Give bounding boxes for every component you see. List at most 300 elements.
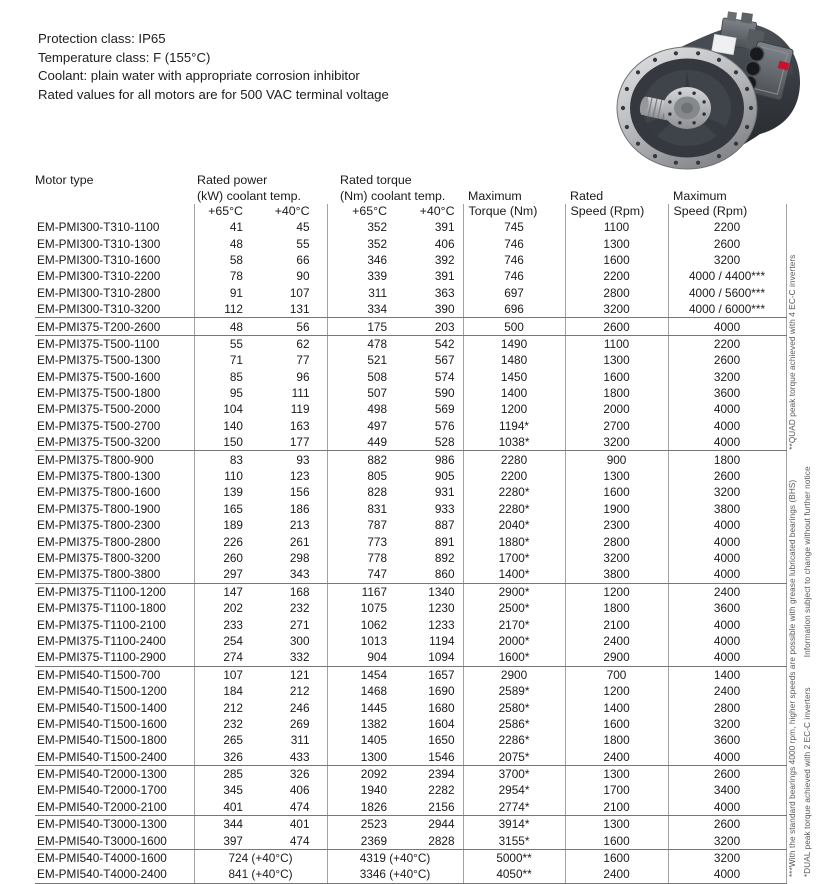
table-row xyxy=(35,566,786,583)
value-cell: 213 xyxy=(260,517,327,533)
power-65c-subheader: +65°C xyxy=(208,204,243,218)
motor-spec-table xyxy=(35,172,787,884)
value-cell: 391 xyxy=(395,219,463,235)
value-cell: 123 xyxy=(260,468,327,484)
table-row xyxy=(35,285,786,301)
value-cell: 339 xyxy=(367,269,388,284)
value-cell: 3200 xyxy=(668,716,786,732)
value-cell: 346 xyxy=(367,252,388,267)
value-cell: 787 xyxy=(367,518,388,533)
table-row xyxy=(35,517,786,533)
value-cell: 1600 xyxy=(565,832,668,849)
value-cell: 3200 xyxy=(668,832,786,849)
value-cell: 900 xyxy=(565,451,668,468)
value-cell: 150 xyxy=(194,434,260,451)
value-cell: 1230 xyxy=(395,600,463,616)
motor-type-cell: EM-PMI375-T500-3200 xyxy=(35,434,194,451)
value-cell: 3346 (+40°C) xyxy=(327,866,463,883)
value-cell: 1546 xyxy=(395,749,463,766)
value-cell: 1800 xyxy=(565,600,668,616)
motor-type-cell: EM-PMI375-T1100-2900 xyxy=(35,649,194,666)
motor-type-cell: EM-PMI300-T310-2200 xyxy=(35,268,194,284)
value-cell: 3600 xyxy=(668,600,786,616)
motor-type-cell: EM-PMI375-T800-1900 xyxy=(35,501,194,517)
value-cell: 507 xyxy=(367,386,388,401)
motor-type-cell: EM-PMI375-T500-1600 xyxy=(35,369,194,385)
value-cell: 90 xyxy=(260,268,327,284)
value-cell: 1826 xyxy=(327,799,395,816)
value-cell: 2075* xyxy=(463,749,565,766)
value-cell: 498 xyxy=(367,402,388,417)
protection-class-line: Protection class: IP65 xyxy=(38,31,166,46)
value-cell: 4000 xyxy=(668,866,786,883)
rated-values-line: Rated values for all motors are for 500 VAC terminal voltage xyxy=(38,86,389,102)
value-cell: 4000 xyxy=(668,799,786,816)
value-cell: 1600 xyxy=(565,484,668,500)
motor-type-cell: EM-PMI375-T500-1100 xyxy=(35,335,194,352)
value-cell: 1450 xyxy=(463,369,565,385)
value-cell: 2600 xyxy=(668,816,786,833)
value-cell: 4000 xyxy=(668,616,786,632)
table-row xyxy=(35,484,786,500)
col-header-max-torque: Maximum xyxy=(468,189,522,203)
value-cell: 2589* xyxy=(463,683,565,699)
table-row xyxy=(35,550,786,566)
value-cell: 140 xyxy=(223,418,243,433)
value-cell: 121 xyxy=(260,666,327,683)
value-cell: 311 xyxy=(260,732,327,748)
value-cell: 1468 xyxy=(360,684,388,699)
value-cell: 261 xyxy=(260,533,327,549)
value-cell: 48 xyxy=(194,318,260,335)
value-cell: 831 xyxy=(367,501,388,516)
value-cell: 576 xyxy=(395,418,463,434)
value-cell: 1800 xyxy=(565,732,668,748)
value-cell: 773 xyxy=(367,534,388,549)
value-cell: 2600 xyxy=(668,765,786,782)
value-cell: 232 xyxy=(260,600,327,616)
value-cell: 2900 xyxy=(565,649,668,666)
value-cell: 112 xyxy=(194,301,260,318)
motor-type-cell: EM-PMI375-T1100-1200 xyxy=(35,583,194,600)
value-cell: 905 xyxy=(395,468,463,484)
value-cell: 3914* xyxy=(463,816,565,833)
motor-type-cell: EM-PMI540-T1500-2400 xyxy=(35,749,194,766)
value-cell: 1340 xyxy=(395,583,463,600)
table-row xyxy=(35,219,786,235)
table-row xyxy=(35,765,786,782)
value-cell: 891 xyxy=(395,533,463,549)
table-row xyxy=(35,600,786,616)
value-cell: 1800 xyxy=(565,385,668,401)
value-cell: 48 xyxy=(229,236,243,251)
temperature-class-line: Temperature class: F (155°C) xyxy=(38,49,211,65)
value-cell: 2282 xyxy=(395,782,463,798)
table-row xyxy=(35,418,786,434)
motor-type-cell: EM-PMI375-T800-2300 xyxy=(35,517,194,533)
table-row xyxy=(35,301,786,318)
value-cell: 1300 xyxy=(565,468,668,484)
value-cell: 904 xyxy=(327,649,395,666)
table-group xyxy=(35,219,786,318)
value-cell: 107 xyxy=(223,667,243,682)
motor-type-cell: EM-PMI375-T800-900 xyxy=(35,451,194,468)
value-cell: 363 xyxy=(395,285,463,301)
table-row xyxy=(35,352,786,368)
value-cell: 746 xyxy=(463,268,565,284)
table-row xyxy=(35,401,786,417)
value-cell: 2800 xyxy=(565,285,668,301)
value-cell: 1200 xyxy=(565,583,668,600)
value-cell: 2580* xyxy=(463,699,565,715)
value-cell: 1480 xyxy=(463,352,565,368)
motor-type-cell: EM-PMI540-T1500-1800 xyxy=(35,732,194,748)
value-cell: 83 xyxy=(229,452,243,467)
value-cell: 55 xyxy=(229,336,243,351)
value-cell: 3600 xyxy=(668,732,786,748)
value-cell: 1690 xyxy=(395,683,463,699)
value-cell: 2774* xyxy=(463,799,565,816)
value-cell: 3600 xyxy=(668,385,786,401)
col-header-max-speed: Maximum xyxy=(673,189,727,203)
value-cell: 2600 xyxy=(668,468,786,484)
value-cell: 168 xyxy=(260,583,327,600)
value-cell: 326 xyxy=(260,765,327,782)
table-group xyxy=(35,451,786,583)
value-cell: 1445 xyxy=(360,700,388,715)
value-cell: 1700 xyxy=(565,782,668,798)
motor-type-cell: EM-PMI540-T3000-1600 xyxy=(35,832,194,849)
value-cell: 1600 xyxy=(565,716,668,732)
motor-type-cell: EM-PMI375-T800-2800 xyxy=(35,533,194,549)
value-cell: 2000* xyxy=(463,633,565,649)
value-cell: 2394 xyxy=(395,765,463,782)
value-cell: 474 xyxy=(260,832,327,849)
value-cell: 1657 xyxy=(395,666,463,683)
table-row xyxy=(35,716,786,732)
value-cell: 805 xyxy=(367,469,388,484)
table-row xyxy=(35,385,786,401)
value-cell: 119 xyxy=(260,401,327,417)
value-cell: 745 xyxy=(463,219,565,235)
value-cell: 271 xyxy=(260,616,327,632)
value-cell: 2600 xyxy=(668,235,786,251)
value-cell: 569 xyxy=(395,401,463,417)
value-cell: 1300 xyxy=(565,235,668,251)
value-cell: 2400 xyxy=(565,633,668,649)
table-group xyxy=(35,335,786,451)
value-cell: 1700* xyxy=(463,550,565,566)
value-cell: 508 xyxy=(367,369,388,384)
value-cell: 352 xyxy=(367,220,388,235)
value-cell: 41 xyxy=(229,220,243,235)
value-cell: 2828 xyxy=(395,832,463,849)
value-cell: 2400 xyxy=(668,583,786,600)
value-cell: 85 xyxy=(229,369,243,384)
value-cell: 2200 xyxy=(668,219,786,235)
table-row xyxy=(35,633,786,649)
value-cell: 186 xyxy=(260,501,327,517)
value-cell: 892 xyxy=(395,550,463,566)
value-cell: 93 xyxy=(260,451,327,468)
motor-type-cell: EM-PMI375-T1100-2100 xyxy=(35,616,194,632)
value-cell: 3200 xyxy=(668,369,786,385)
value-cell: 746 xyxy=(463,252,565,268)
motor-type-cell: EM-PMI375-T800-3200 xyxy=(35,550,194,566)
motor-type-cell: EM-PMI375-T200-2600 xyxy=(35,318,194,335)
value-cell: 71 xyxy=(229,353,243,368)
table-row xyxy=(35,252,786,268)
value-cell: 1013 xyxy=(360,633,388,648)
value-cell: 882 xyxy=(367,452,388,467)
value-cell: 1038* xyxy=(463,434,565,451)
value-cell: 1454 xyxy=(360,667,388,682)
value-cell: 2100 xyxy=(565,616,668,632)
value-cell: 1940 xyxy=(360,783,388,798)
value-cell: 2400 xyxy=(565,749,668,766)
value-cell: 401 xyxy=(260,816,327,833)
table-row xyxy=(35,649,786,666)
motor-type-cell: EM-PMI540-T1500-1400 xyxy=(35,699,194,715)
power-unit-subheader: (kW) coolant temp. xyxy=(197,189,301,203)
value-cell: 147 xyxy=(223,584,243,599)
motor-type-cell: EM-PMI375-T1100-2400 xyxy=(35,633,194,649)
value-cell: 3155* xyxy=(463,832,565,849)
value-cell: 2280* xyxy=(463,484,565,500)
value-cell: 1405 xyxy=(360,733,388,748)
value-cell: 1300 xyxy=(565,352,668,368)
value-cell: 3800 xyxy=(668,501,786,517)
value-cell: 2156 xyxy=(395,799,463,816)
value-cell: 1400* xyxy=(463,566,565,583)
value-cell: 4000 xyxy=(668,550,786,566)
value-cell: 56 xyxy=(260,318,327,335)
value-cell: 406 xyxy=(260,782,327,798)
table-row xyxy=(35,666,786,683)
value-cell: 4000 xyxy=(668,533,786,549)
motor-type-cell: EM-PMI375-T800-1300 xyxy=(35,468,194,484)
value-cell: 1650 xyxy=(395,732,463,748)
value-cell: 3400 xyxy=(668,782,786,798)
value-cell: 1600* xyxy=(463,649,565,666)
motor-type-cell: EM-PMI540-T2000-1700 xyxy=(35,782,194,798)
table-row xyxy=(35,468,786,484)
value-cell: 233 xyxy=(223,617,243,632)
motor-type-cell: EM-PMI540-T4000-1600 xyxy=(35,849,194,866)
table-row xyxy=(35,732,786,748)
value-cell: 4000 xyxy=(668,749,786,766)
value-cell: 746 xyxy=(463,235,565,251)
value-cell: 2700 xyxy=(565,418,668,434)
value-cell: 2944 xyxy=(395,816,463,833)
value-cell: 841 (+40°C) xyxy=(194,866,327,883)
value-cell: 334 xyxy=(327,301,395,318)
value-cell: 1680 xyxy=(395,699,463,715)
value-cell: 1300 xyxy=(327,749,395,766)
value-cell: 1600 xyxy=(565,252,668,268)
motor-type-cell: EM-PMI375-T500-1800 xyxy=(35,385,194,401)
motor-type-cell: EM-PMI540-T1500-1600 xyxy=(35,716,194,732)
value-cell: 986 xyxy=(395,451,463,468)
value-cell: 497 xyxy=(367,418,388,433)
value-cell: 177 xyxy=(260,434,327,451)
value-cell: 2523 xyxy=(360,817,388,832)
value-cell: 1400 xyxy=(668,666,786,683)
value-cell: 3200 xyxy=(565,301,668,318)
value-cell: 2369 xyxy=(327,832,395,849)
value-cell: 246 xyxy=(260,699,327,715)
value-cell: 2040* xyxy=(463,517,565,533)
coolant-line: Coolant: plain water with appropriate corrosion inhibitor xyxy=(38,68,360,83)
value-cell: 1167 xyxy=(361,584,388,599)
value-cell: 1300 xyxy=(565,816,668,833)
table-row xyxy=(35,866,786,883)
value-cell: 352 xyxy=(367,236,388,251)
value-cell: 212 xyxy=(260,683,327,699)
value-cell: 265 xyxy=(223,733,243,748)
value-cell: 2600 xyxy=(565,318,668,335)
value-cell: 139 xyxy=(223,485,243,500)
value-cell: 345 xyxy=(223,783,243,798)
table-group xyxy=(35,666,786,765)
value-cell: 3200 xyxy=(668,484,786,500)
motor-type-cell: EM-PMI540-T4000-2400 xyxy=(35,866,194,883)
footnote-info-notice: Information subject to change without further notice xyxy=(803,466,812,658)
table-row xyxy=(35,849,786,866)
value-cell: 1200 xyxy=(565,683,668,699)
value-cell: 326 xyxy=(194,749,260,766)
value-cell: 260 xyxy=(223,551,243,565)
value-cell: 2170* xyxy=(463,616,565,632)
value-cell: 4000 xyxy=(668,633,786,649)
value-cell: 433 xyxy=(260,749,327,766)
rated-speed-unit: Speed (Rpm) xyxy=(565,204,668,219)
value-cell: 521 xyxy=(367,353,388,368)
footnote-bearings: ***With the standard bearings 4000 rpm, higher speeds are possible with grease lubricated bearings (BHS) xyxy=(788,479,797,877)
value-cell: 3200 xyxy=(565,434,668,451)
table-row xyxy=(35,318,786,335)
value-cell: 4000 xyxy=(668,318,786,335)
motor-photo xyxy=(595,8,830,170)
value-cell: 2400 xyxy=(565,866,668,883)
col-header-rated-speed: Rated xyxy=(570,189,604,203)
torque-65c-subheader: +65°C xyxy=(352,204,388,218)
value-cell: 5000** xyxy=(463,849,565,866)
value-cell: 4000 xyxy=(668,418,786,434)
value-cell: 1233 xyxy=(395,616,463,632)
value-cell: 175 xyxy=(327,318,395,335)
value-cell: 478 xyxy=(367,336,388,351)
footnote-dual: *DUAL peak torque achieved with 2 EC-C inverters xyxy=(803,687,812,877)
value-cell: 1200 xyxy=(463,401,565,417)
value-cell: 2600 xyxy=(668,352,786,368)
value-cell: 107 xyxy=(260,285,327,301)
value-cell: 696 xyxy=(463,301,565,318)
value-cell: 860 xyxy=(395,566,463,583)
value-cell: 724 (+40°C) xyxy=(194,849,327,866)
value-cell: 4319 (+40°C) xyxy=(327,849,463,866)
table-row xyxy=(35,583,786,600)
table-row xyxy=(35,782,786,798)
value-cell: 1062 xyxy=(360,617,388,632)
value-cell: 58 xyxy=(229,252,243,267)
motor-type-cell: EM-PMI375-T500-2700 xyxy=(35,418,194,434)
value-cell: 3200 xyxy=(668,252,786,268)
motor-type-cell: EM-PMI540-T2000-1300 xyxy=(35,765,194,782)
value-cell: 269 xyxy=(260,716,327,732)
footnote-column-2 xyxy=(803,466,812,877)
value-cell: 3200 xyxy=(668,849,786,866)
value-cell: 2400 xyxy=(668,683,786,699)
value-cell: 401 xyxy=(194,799,260,816)
value-cell: 2800 xyxy=(668,699,786,715)
value-cell: 2280 xyxy=(463,451,565,468)
value-cell: 1382 xyxy=(360,716,388,731)
value-cell: 1400 xyxy=(565,699,668,715)
footnote-column-1 xyxy=(788,255,797,877)
value-cell: 1100 xyxy=(565,219,668,235)
value-cell: 542 xyxy=(395,335,463,352)
table-row xyxy=(35,816,786,833)
value-cell: 1880* xyxy=(463,533,565,549)
value-cell: 1094 xyxy=(395,649,463,666)
value-cell: 77 xyxy=(260,352,327,368)
value-cell: 274 xyxy=(194,649,260,666)
value-cell: 2900 xyxy=(463,666,565,683)
table-row xyxy=(35,335,786,352)
value-cell: 1194 xyxy=(395,633,463,649)
value-cell: 4000 / 5600*** xyxy=(668,285,786,301)
value-cell: 567 xyxy=(395,352,463,368)
value-cell: 131 xyxy=(260,301,327,318)
value-cell: 747 xyxy=(327,566,395,583)
table-row xyxy=(35,616,786,632)
table-row xyxy=(35,268,786,284)
torque-unit-subheader: (Nm) coolant temp. xyxy=(340,189,446,203)
value-cell: 2900* xyxy=(463,583,565,600)
value-cell: 66 xyxy=(260,252,327,268)
value-cell: 828 xyxy=(367,485,388,500)
motor-type-cell: EM-PMI540-T2000-2100 xyxy=(35,799,194,816)
col-header-motor-type: Motor type xyxy=(35,173,94,187)
value-cell: 406 xyxy=(395,235,463,251)
value-cell: 778 xyxy=(367,551,388,565)
value-cell: 4000 xyxy=(668,401,786,417)
footnote-quad: **QUAD peak torque achieved with 4 EC-C inverters xyxy=(788,254,797,450)
value-cell: 297 xyxy=(194,566,260,583)
table-row xyxy=(35,451,786,468)
value-cell: 254 xyxy=(223,633,243,648)
value-cell: 95 xyxy=(229,386,243,401)
table-row xyxy=(35,533,786,549)
value-cell: 1100 xyxy=(565,335,668,352)
value-cell: 391 xyxy=(395,268,463,284)
value-cell: 2954* xyxy=(463,782,565,798)
value-cell: 931 xyxy=(395,484,463,500)
value-cell: 474 xyxy=(260,799,327,816)
value-cell: 1604 xyxy=(395,716,463,732)
value-cell: 1600 xyxy=(565,369,668,385)
table-group xyxy=(35,318,786,335)
motor-type-cell: EM-PMI540-T1500-700 xyxy=(35,666,194,683)
value-cell: 62 xyxy=(260,335,327,352)
table-row xyxy=(35,832,786,849)
value-cell: 1600 xyxy=(565,849,668,866)
value-cell: 2200 xyxy=(463,468,565,484)
value-cell: 2100 xyxy=(565,799,668,816)
value-cell: 1400 xyxy=(463,385,565,401)
value-cell: 2586* xyxy=(463,716,565,732)
